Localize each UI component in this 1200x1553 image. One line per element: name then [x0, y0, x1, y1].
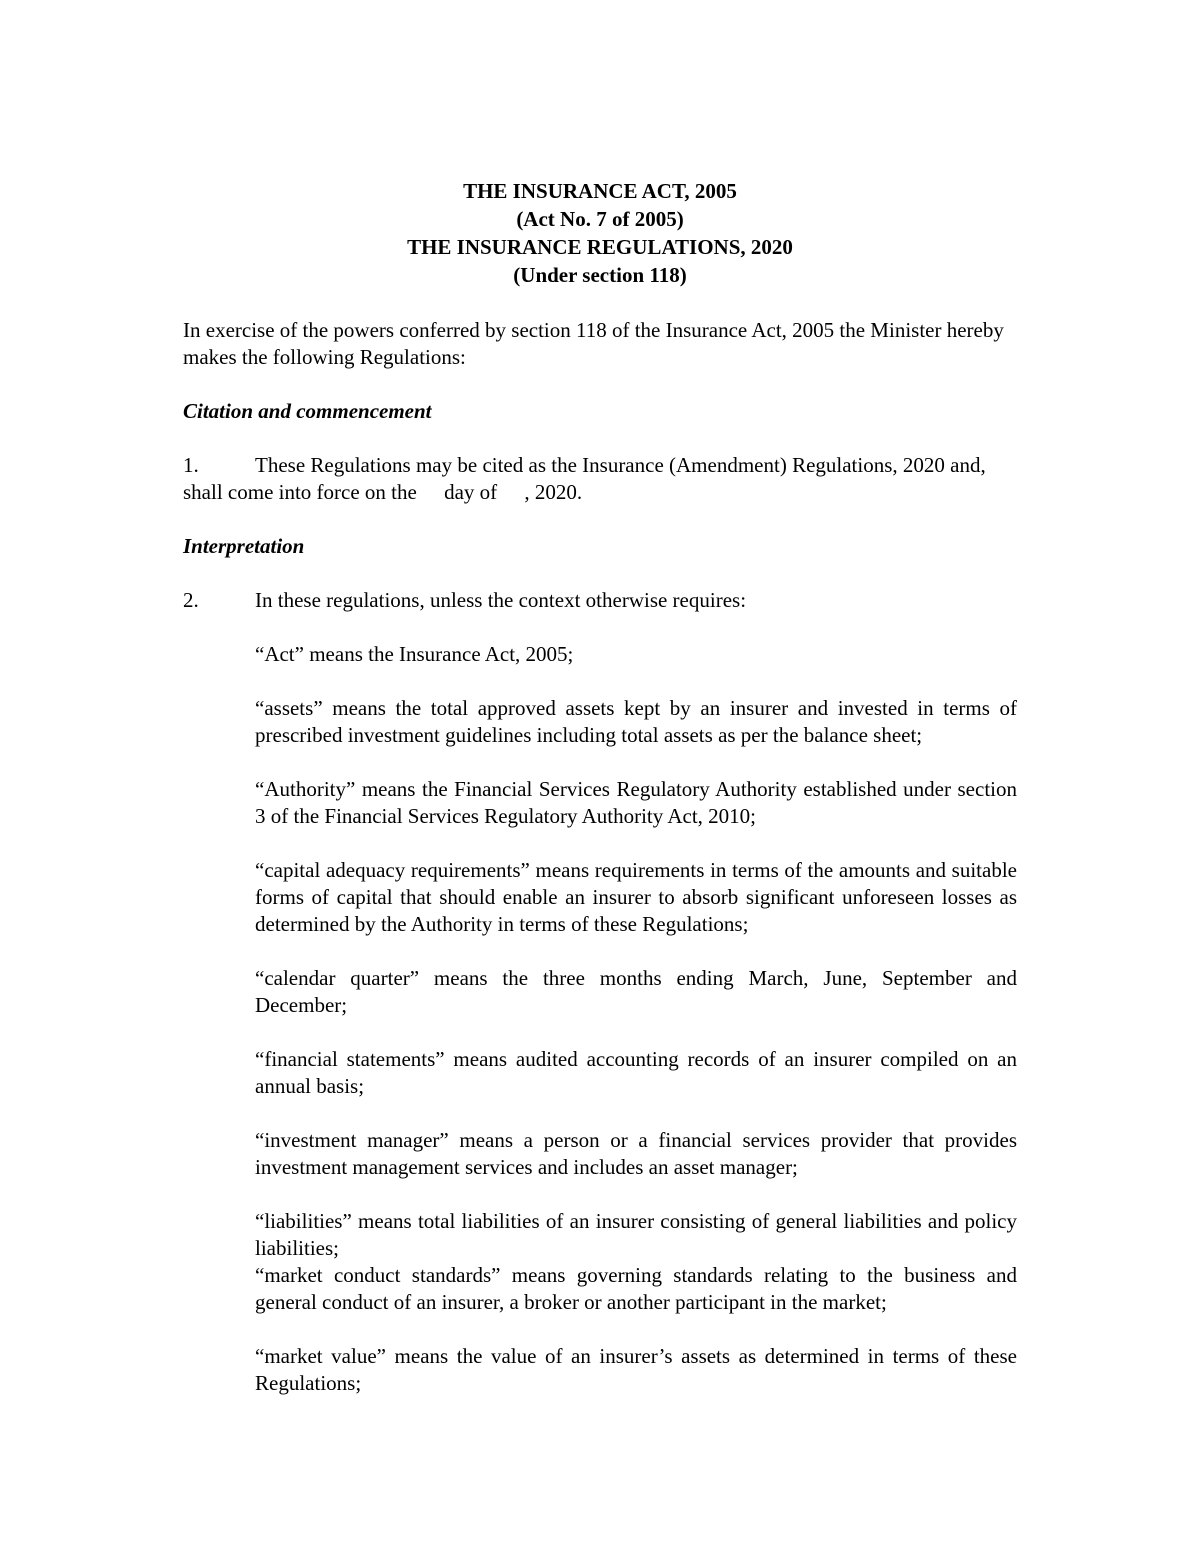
section-1-paragraph: [183, 452, 1017, 506]
definition-market-value: “market value” means the value of an insurer’s assets as determined in terms of these Regulations;: [255, 1344, 1017, 1395]
section-number: 2.: [183, 588, 199, 612]
definition-assets: “assets” means the total approved assets kept by an insurer and invested in terms of prescribed investment guidelines including total assets as per the balance sheet;: [255, 696, 1017, 747]
definition-act: “Act” means the Insurance Act, 2005;: [255, 642, 574, 666]
definition-calendar-quarter: “calendar quarter” means the three months ending March, June, September and December;: [255, 966, 1017, 1017]
act-title: THE INSURANCE ACT, 2005: [463, 179, 737, 203]
section-1-text: These Regulations may be cited as the Insurance (Amendment) Regulations, 2020 and, shall come into force on the: [183, 453, 986, 504]
document-header: [183, 178, 1017, 290]
document-page: [183, 178, 1017, 1397]
regulations-title: THE INSURANCE REGULATIONS, 2020: [407, 235, 793, 259]
section-heading-citation: Citation and commencement: [183, 399, 432, 423]
section-2-paragraph: [183, 587, 1017, 614]
act-number: (Act No. 7 of 2005): [516, 207, 684, 231]
section-reference: (Under section 118): [513, 263, 687, 287]
section-1-day-of: day of: [444, 480, 498, 504]
definition-authority: “Authority” means the Financial Services Regulatory Authority established under section 3 of the Financial Services Regulatory Authority Act, 2010;: [255, 777, 1017, 828]
section-number: 1.: [183, 453, 199, 477]
definition-financial-statements: “financial statements” means audited accounting records of an insurer compiled on an annual basis;: [255, 1047, 1017, 1098]
definition-liabilities: “liabilities” means total liabilities of an insurer consisting of general liabilities and policy liabilities;: [255, 1209, 1017, 1260]
section-heading-interpretation: Interpretation: [183, 534, 305, 558]
section-2-intro: In these regulations, unless the context otherwise requires:: [255, 588, 747, 612]
preamble: In exercise of the powers conferred by section 118 of the Insurance Act, 2005 the Minister hereby makes the following Regulations:: [183, 318, 1004, 369]
section-1-year: , 2020.: [524, 480, 583, 504]
definition-investment-manager: “investment manager” means a person or a financial services provider that provides investment management services and includes an asset manager;: [255, 1128, 1017, 1179]
definition-market-conduct: “market conduct standards” means governing standards relating to the business and general conduct of an insurer, a broker or another participant in the market;: [255, 1263, 1017, 1314]
definition-capital-adequacy: “capital adequacy requirements” means requirements in terms of the amounts and suitable forms of capital that should enable an insurer to absorb significant unforeseen losses as determined by the Authority in terms of these Regulations;: [255, 858, 1017, 936]
